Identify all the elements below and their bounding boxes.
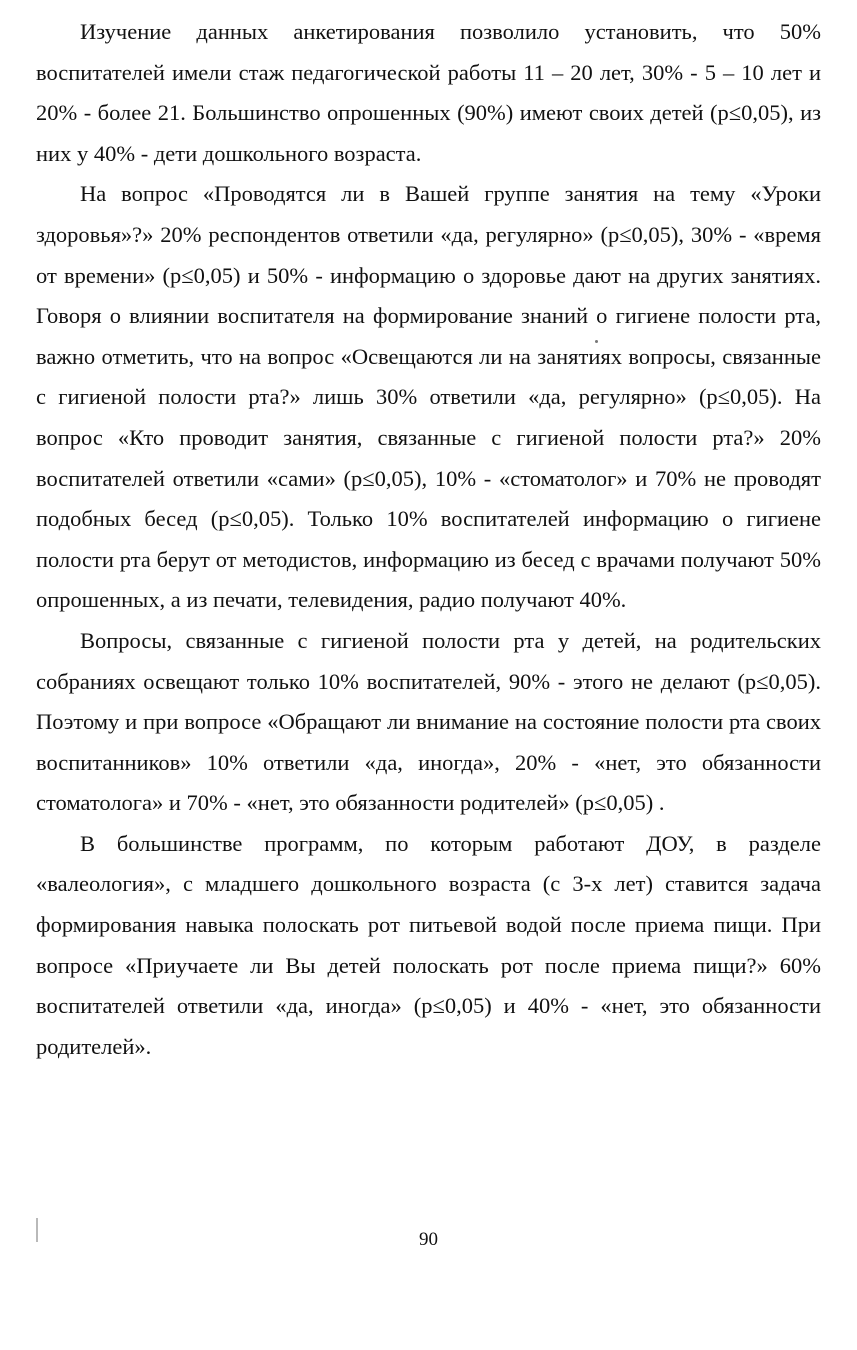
paragraph-3: Вопросы, связанные с гигиеной полости рта у детей, на родительских собраниях освещают только 10% воспитателей, 90% - этого не делают (p≤0,05). Поэтому и при вопросе «Обращают ли внимание на состояние полости рта своих воспитанников» 10% ответили «да, иногда», 20% - «нет, это обязанности стоматолога» и 70% - «нет, это обязанности родителей» (p≤0,05) . (36, 627, 821, 816)
paragraph-1: Изучение данных анкетирования позволило установить, что 50% воспитателей имели стаж педагогической работы 11 – 20 лет, 30% - 5 – 10 лет и 20% - более 21. Большинство опрошенных (90%) имеют своих детей (p≤0,05), из них у 40% - дети дошкольного возраста. (36, 19, 821, 166)
paragraph-2: На вопрос «Проводятся ли в Вашей группе занятия на тему «Уроки здоровья»?» 20% респондентов ответили «да, регулярно» (p≤0,05), 30% - «время от времени» (p≤0,05) и 50% - информацию о здоровье дают на других занятиях. Говоря о влиянии воспитателя на формирование знаний о гигиене полости рта, важно отметить, что на вопрос «Освещаются ли на занятиях вопросы, связанные с гигиеной полости рта?» лишь 30% ответили «да, регулярно» (p≤0,05). На вопрос «Кто проводит занятия, связанные с гигиеной полости рта?» 20% воспитателей ответили «сами» (p≤0,05), 10% - «стоматолог» и 70% не проводят подобных бесед (p≤0,05). Только 10% воспитателей информацию о гигиене полости рта берут от методистов, информацию из бесед с врачами получают 50% опрошенных, а из печати, телевидения, радио получают 40%. (36, 181, 821, 613)
paragraph-4: В большинстве программ, по которым работают ДОУ, в разделе «валеология», с младшего дошкольного возраста (с 3-х лет) ставится задача формирования навыка полоскать рот питьевой водой после приема пищи. При вопросе «Приучаете ли Вы детей полоскать рот после приема пищи?» 60% воспитателей ответили «да, иногда» (p≤0,05) и 40% - «нет, это обязанности родителей». (36, 830, 821, 1059)
body-text (36, 12, 821, 1067)
page-number: 90 (419, 1229, 438, 1250)
